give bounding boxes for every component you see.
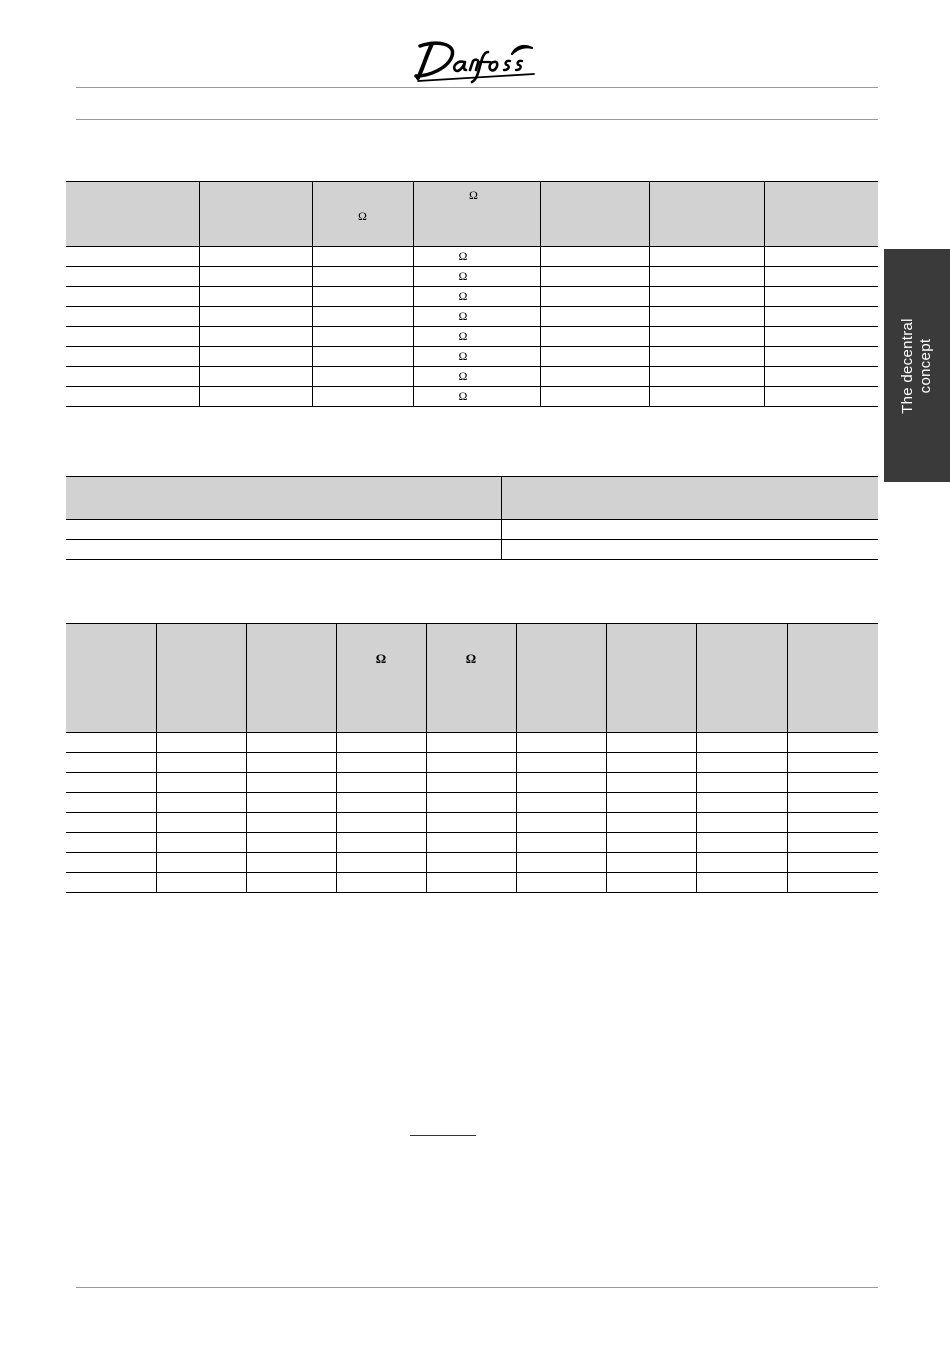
ohm-symbol: Ω bbox=[375, 651, 387, 666]
table-1-header-row bbox=[66, 182, 878, 247]
table-3-header-cell bbox=[606, 624, 696, 733]
table-3-header-cell bbox=[516, 624, 606, 733]
ohm-symbol: Ω bbox=[358, 209, 367, 223]
table-3-header-cell bbox=[787, 624, 878, 733]
table-3-header-cell bbox=[696, 624, 787, 733]
table-row bbox=[66, 367, 878, 387]
table-row bbox=[66, 833, 878, 853]
ohm-symbol: Ω bbox=[413, 247, 540, 267]
ohm-symbol: Ω bbox=[413, 387, 540, 407]
footer-rule bbox=[76, 1287, 878, 1288]
table-2 bbox=[66, 476, 878, 560]
table-3-header-cell bbox=[336, 624, 426, 733]
side-tab-line1: The decentral bbox=[899, 317, 916, 414]
ohm-symbol: Ω bbox=[413, 267, 540, 287]
header-rule-top bbox=[76, 87, 878, 88]
danfoss-logo bbox=[412, 36, 542, 84]
ohm-symbol: Ω bbox=[413, 327, 540, 347]
ohm-symbol: Ω bbox=[413, 307, 540, 327]
table-row bbox=[66, 540, 878, 560]
table-3-header-row bbox=[66, 624, 878, 733]
brand-name: Danfoss bbox=[412, 36, 416, 37]
table-row bbox=[66, 753, 878, 773]
table-2-header-row bbox=[66, 477, 878, 520]
table-1-header-cell bbox=[764, 182, 878, 247]
table-3-header-cell bbox=[426, 624, 516, 733]
table-1 bbox=[66, 181, 878, 407]
table-1-header-cell bbox=[199, 182, 312, 247]
ohm-symbol: Ω bbox=[413, 347, 540, 367]
table-2-header-cell bbox=[66, 477, 501, 520]
table-row bbox=[66, 773, 878, 793]
table-row bbox=[66, 307, 878, 327]
table-3-header-cell bbox=[246, 624, 336, 733]
ohm-symbol: Ω bbox=[413, 287, 540, 307]
table-row bbox=[66, 287, 878, 307]
fraction-line bbox=[410, 1135, 476, 1136]
table-row bbox=[66, 387, 878, 407]
table-row bbox=[66, 327, 878, 347]
table-row bbox=[66, 347, 878, 367]
table-1-header-cell bbox=[413, 182, 540, 247]
ohm-symbol: Ω bbox=[469, 188, 478, 202]
table-row bbox=[66, 520, 878, 540]
table-1-header-cell bbox=[66, 182, 199, 247]
table-row bbox=[66, 873, 878, 893]
table-1-header-cell bbox=[540, 182, 649, 247]
table-2-header-cell bbox=[501, 477, 878, 520]
table-row bbox=[66, 813, 878, 833]
table-3-header-cell bbox=[156, 624, 246, 733]
table-3-header-cell bbox=[66, 624, 156, 733]
table-row bbox=[66, 247, 878, 267]
table-1-header-cell bbox=[312, 182, 413, 247]
header-rule-bottom bbox=[76, 119, 878, 120]
ohm-symbol: Ω bbox=[465, 651, 477, 666]
table-row bbox=[66, 267, 878, 287]
side-tab-line2: concept bbox=[917, 338, 934, 393]
ohm-symbol: Ω bbox=[413, 367, 540, 387]
table-3 bbox=[66, 623, 878, 893]
table-row bbox=[66, 793, 878, 813]
table-row bbox=[66, 733, 878, 753]
chapter-side-tab-label bbox=[899, 318, 935, 414]
table-1-header-cell bbox=[649, 182, 764, 247]
chapter-side-tab[interactable] bbox=[884, 249, 950, 482]
table-row bbox=[66, 853, 878, 873]
